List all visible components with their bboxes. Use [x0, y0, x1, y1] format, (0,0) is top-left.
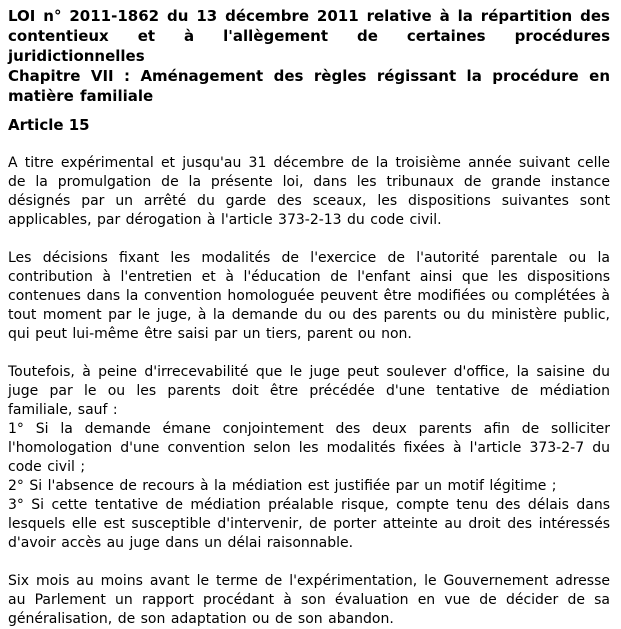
alinea-decisions: Les décisions fixant les modalités de l'exercice de l'autorité parentale ou la contribution à l'entretien et à l'éducation de l'enfant ainsi que les dispositions contenues dans la convention homologuée peuvent être modifiées ou complétées à tout moment par le juge, à la demande du ou des parents ou du ministère public, qui peut lui-même être saisi par un tiers, parent ou non. [8, 250, 610, 342]
alinea-mediation-item-3: 3° Si cette tentative de médiation préalable risque, compte tenu des délais dans lesquels elle est susceptible d'intervenir, de porter atteinte au droit des intéressés d'avoir accès au juge dans un délai raisonnable. [8, 497, 610, 551]
alinea-report: Six mois au moins avant le terme de l'expérimentation, le Gouvernement adresse au Parlement un rapport procédant à son évaluation en vue de décider de sa généralisation, de son adaptation ou de son abandon. [8, 573, 610, 627]
paragraph-mediation [8, 363, 610, 553]
paragraph-experimental [8, 154, 610, 230]
paragraph-report [8, 572, 610, 629]
alinea-mediation-item-2: 2° Si l'absence de recours à la médiation est justifiée par un motif légitime ; [8, 478, 557, 494]
alinea-mediation-item-1: 1° Si la demande émane conjointement des deux parents afin de solliciter l'homologation d'une convention selon les modalités fixées à l'article 373-2-7 du code civil ; [8, 421, 610, 475]
law-title: LOI n° 2011-1862 du 13 décembre 2011 relative à la répartition des contentieux et à l'allègement de certaines procédures juridictionnelles [8, 7, 610, 65]
paragraph-decisions [8, 249, 610, 344]
document-heading [8, 6, 610, 106]
alinea-mediation-intro: Toutefois, à peine d'irrecevabilité que le juge peut soulever d'office, la saisine du juge par le ou les parents doit être précédée d'une tentative de médiation familiale, sauf : [8, 364, 610, 418]
alinea-experimental: A titre expérimental et jusqu'au 31 décembre de la troisième année suivant celle de la promulgation de la présente loi, dans les tribunaux de grande instance désignés par un arrêté du garde des sceaux, les dispositions suivantes sont applicables, par dérogation à l'article 373-2-13 du code civil. [8, 155, 610, 228]
chapter-title: Chapitre VII : Aménagement des règles régissant la procédure en matière familiale [8, 67, 610, 105]
article-heading: Article 15 [8, 116, 90, 134]
